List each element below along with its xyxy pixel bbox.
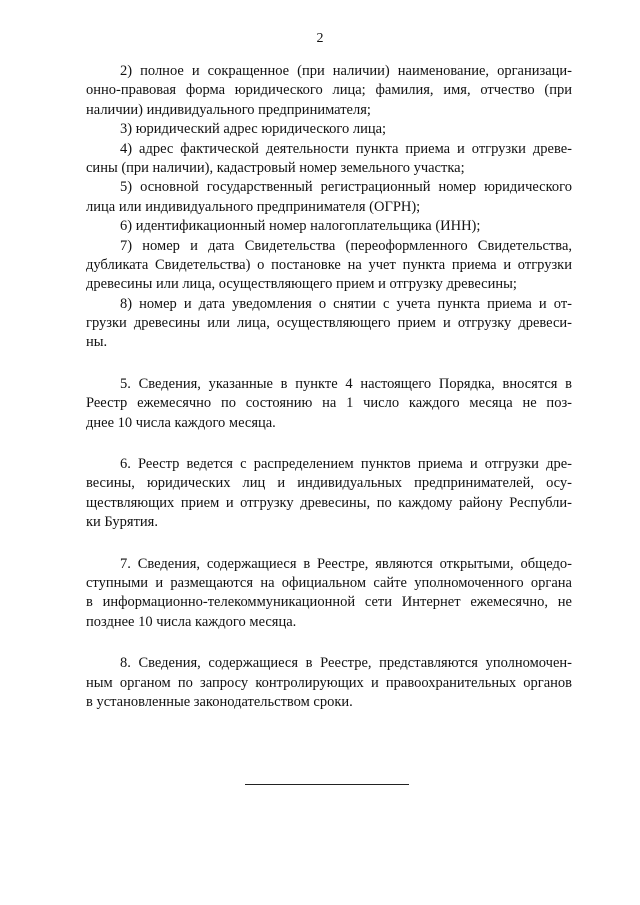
text-line: в установленные законодательством сроки. [86,693,353,710]
list-item-4 [86,140,572,179]
text-line: 7. Сведения, содержащиеся в Реестре, являются открытыми, общедо- [120,555,572,572]
page-number: 2 [316,31,324,46]
text-line: весины, юридических лиц и индивидуальных предпринимателей, осу- [86,475,572,492]
text-line: 8. Сведения, содержащиеся в Реестре, представляются уполномочен- [120,655,572,672]
text-line: ны. [86,334,108,351]
paragraph-7 [86,555,572,633]
text-line: 8) номер и дата уведомления о снятии с учета пункта приема и от- [120,295,572,312]
text-line: ным органом по запросу контролирующих и правоохранительных органов [86,674,572,691]
text-line: днее 10 числа каждого месяца. [86,414,276,431]
paragraph-gap [86,433,572,455]
list-item-6 [86,217,572,236]
list-item-7 [86,237,572,295]
document-body [86,62,572,712]
text-line: ступными и размещаются на официальном сайте уполномоченного органа [86,574,572,591]
paragraph-gap [86,632,572,654]
text-line: ществляющих прием и отгрузку древесины, по каждому району Республи- [86,494,572,511]
paragraph-6 [86,455,572,533]
text-line: в информационно-телекоммуникационной сети Интернет ежемесячно, не [86,594,572,611]
end-divider-line [245,784,409,785]
text-line: Реестр ежемесячно по состоянию на 1 число каждого месяца не поз- [86,395,572,412]
text-line: 3) юридический адрес юридического лица; [120,121,387,138]
text-line: 6. Реестр ведется с распределением пунктов приема и отгрузки дре- [120,456,572,473]
text-line: 6) идентификационный номер налогоплательщика (ИНН); [120,218,481,235]
paragraph-gap [86,353,572,375]
text-line: 4) адрес фактической деятельности пункта приема и отгрузки древе- [120,140,572,157]
text-line: сины (при наличии), кадастровый номер земельного участка; [86,159,465,176]
text-line: онно-правовая форма юридического лица; фамилия, имя, отчество (при [86,82,572,99]
list-item-5 [86,178,572,217]
paragraph-gap [86,533,572,555]
text-line: 5. Сведения, указанные в пункте 4 настоящего Порядка, вносятся в [120,375,572,392]
list-item-2 [86,62,572,120]
list-item-8 [86,295,572,353]
text-line: ки Бурятия. [86,514,158,531]
paragraph-5 [86,375,572,433]
text-line: дубликата Свидетельства) о постановке на учет пункта приема и отгрузки [86,256,572,273]
text-line: наличии) индивидуального предпринимателя; [86,101,371,118]
text-line: 2) полное и сокращенное (при наличии) наименование, организаци- [120,63,572,79]
text-line: древесины или лица, осуществляющего прием и отгрузку древесины; [86,276,517,293]
text-line: грузки древесины или лица, осуществляющего прием и отгрузку древеси- [86,315,572,332]
list-item-3 [86,120,572,139]
text-line: позднее 10 числа каждого месяца. [86,613,297,630]
text-line: 5) основной государственный регистрационный номер юридического [120,179,572,196]
text-line: лица или индивидуального предпринимателя (ОГРН); [86,198,421,215]
paragraph-8 [86,654,572,712]
text-line: 7) номер и дата Свидетельства (переоформленного Свидетельства, [120,237,572,254]
